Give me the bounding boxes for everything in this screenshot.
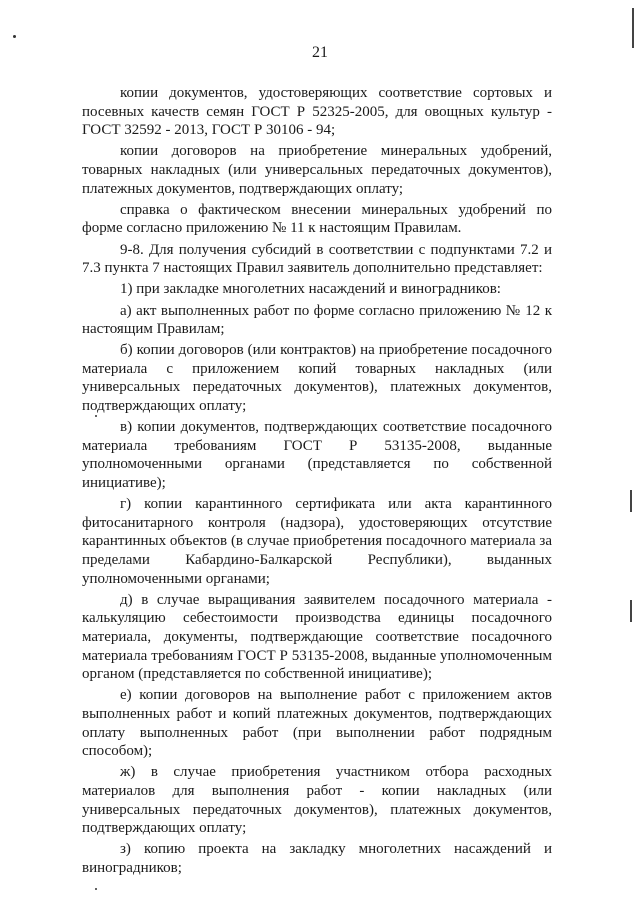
paragraph-item-z: з) копию проекта на закладку многолетних насаждений и виноградников; — [82, 841, 552, 876]
page-number: 21 — [312, 44, 328, 61]
paragraph-item-e: е) копии договоров на выполнение работ с приложением актов выполненных работ и копий платежных документов, подтверждающих оплату выполненных работ (при выполнении работ подрядным способом); — [82, 687, 552, 760]
scan-speck — [13, 35, 16, 38]
scan-edge-mark — [632, 8, 634, 48]
document-body — [82, 84, 552, 877]
paragraph-item-zh: ж) в случае приобретения участником отбора расходных материалов для выполнения работ - копии накладных (или универсальных передаточных документов), платежных документов, подтверждающих оплату; — [82, 764, 552, 837]
paragraph-item-1: 1) при закладке многолетних насаждений и виноградников: — [120, 281, 501, 298]
scan-edge-mark — [630, 600, 632, 622]
paragraph-seed-documents: копии документов, удостоверяющих соответствие сортовых и посевных качеств семян ГОСТ Р 52325-2005, для овощных культур - ГОСТ 32592 - 2013, ГОСТ Р 30106 - 94; — [82, 85, 552, 139]
paragraph-item-d: д) в случае выращивания заявителем посадочного материала - калькуляцию себестоимости производства единицы посадочного материала, документы, подтверждающие соответствие посадочного материала требованиям ГОСТ Р 53135-2008, выданные уполномоченным органом (представляется по собственной инициативе); — [82, 591, 552, 683]
scan-speck — [95, 888, 97, 890]
scan-speck — [95, 415, 97, 417]
paragraph-item-g: г) копии карантинного сертификата или акта карантинного фитосанитарного контроля (надзора), удостоверяющих отсутствие карантинных объектов (в случае приобретения посадочного материала за пределами Кабардино-Балкарской Республики), выданных уполномоченными органами; — [82, 496, 552, 587]
paragraph-item-b: б) копии договоров (или контрактов) на приобретение посадочного материала с приложением копий товарных накладных (или универсальных передаточных документов), платежных документов, подтверждающих оплату; — [82, 342, 552, 415]
paragraph-fertilizer-certificate: справка о фактическом внесении минеральных удобрений по форме согласно приложению № 11 к настоящим Правилам. — [82, 201, 552, 237]
paragraph-item-a: а) акт выполненных работ по форме согласно приложению № 12 к настоящим Правилам; — [82, 302, 552, 338]
paragraph-9-8: 9-8. Для получения субсидий в соответствии с подпунктами 7.2 и 7.3 пункта 7 настоящих Правил заявитель дополнительно представляет: — [82, 241, 552, 277]
paragraph-fertilizer-contracts: копии договоров на приобретение минеральных удобрений, товарных накладных (или универсальных передаточных документов), платежных документов, подтверждающих оплату; — [82, 143, 552, 197]
scan-edge-mark — [630, 490, 632, 512]
paragraph-item-v: в) копии документов, подтверждающих соответствие посадочного материала требованиям ГОСТ Р 53135-2008, выданные уполномоченными органами (представляется по собственной инициативе); — [82, 419, 552, 492]
